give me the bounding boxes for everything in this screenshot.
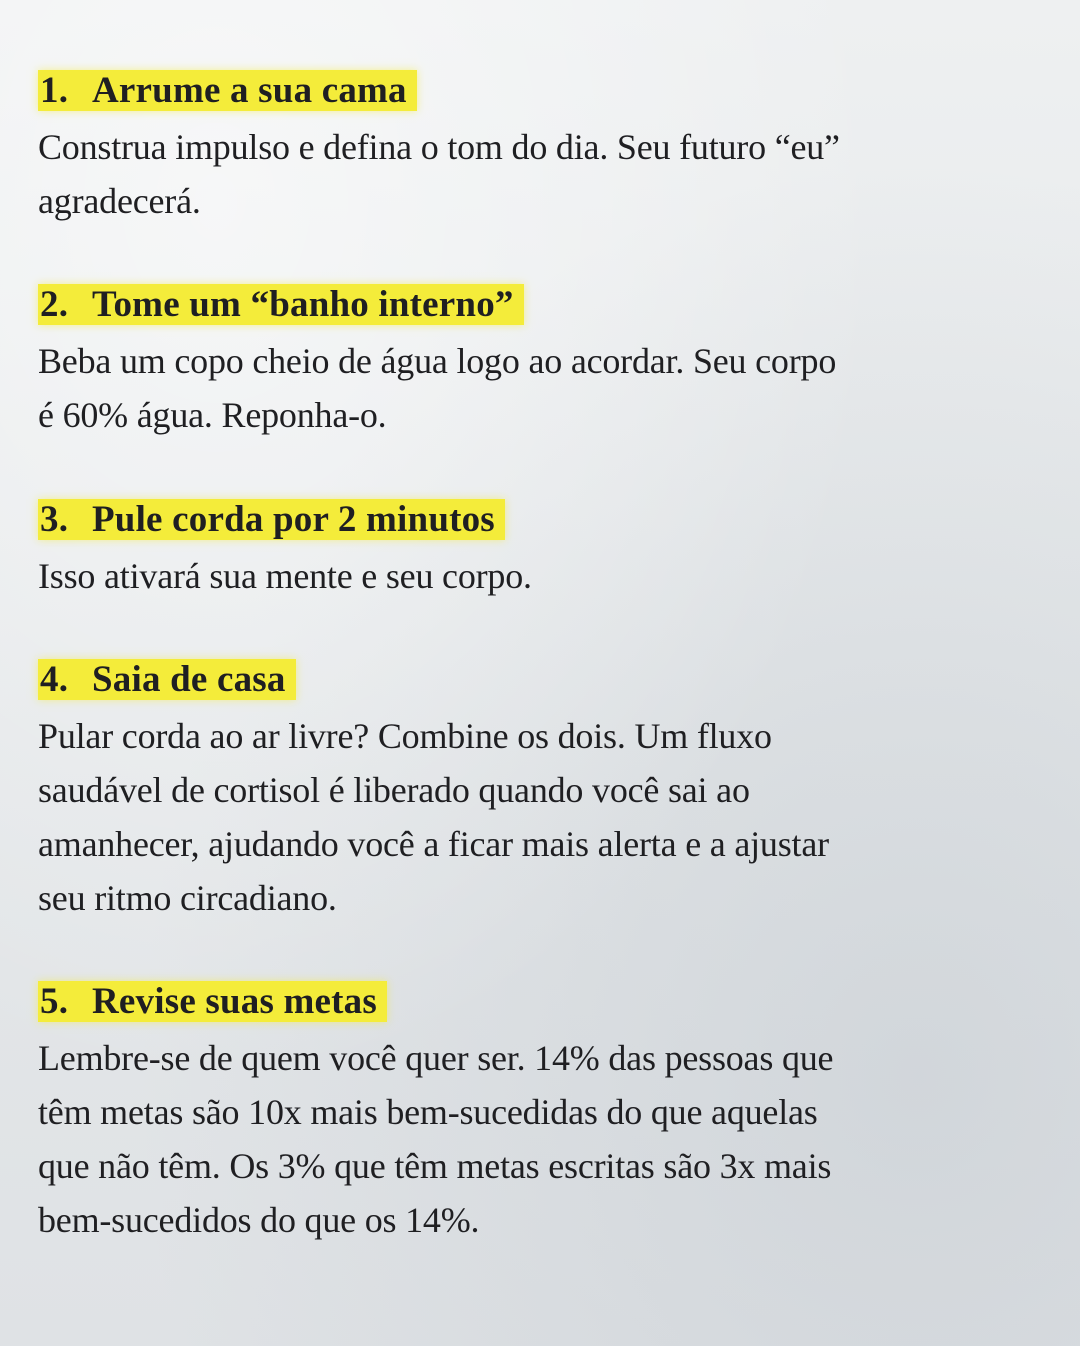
item-title: Revise suas metas	[92, 981, 377, 1022]
item-description	[38, 120, 840, 228]
description-line: amanhecer, ajudando você a ficar mais alerta e a ajustar	[38, 824, 829, 864]
description-line: agradecerá.	[38, 181, 201, 221]
item-description	[38, 1031, 833, 1247]
item-heading	[38, 276, 836, 334]
description-line: têm metas são 10x mais bem-sucedidas do que aquelas	[38, 1092, 818, 1132]
description-line: Beba um copo cheio de água logo ao acordar. Seu corpo	[38, 341, 837, 381]
list-item	[38, 62, 840, 228]
item-number: 4.	[40, 659, 69, 700]
list-item	[38, 276, 836, 442]
item-title: Pule corda por 2 minutos	[92, 499, 495, 540]
description-line: é 60% água. Reponha-o.	[38, 395, 387, 435]
highlighted-heading	[38, 659, 296, 700]
item-description	[38, 709, 829, 925]
highlighted-heading	[38, 284, 524, 325]
list-item	[38, 973, 833, 1247]
item-heading	[38, 491, 532, 549]
description-line: seu ritmo circadiano.	[38, 878, 337, 918]
list-item	[38, 491, 532, 603]
highlighted-heading	[38, 981, 387, 1022]
item-title: Tome um “banho interno”	[92, 284, 514, 325]
description-line: Pular corda ao ar livre? Combine os dois. Um fluxo	[38, 716, 772, 756]
item-description	[38, 549, 532, 603]
description-line: Isso ativará sua mente e seu corpo.	[38, 556, 532, 596]
description-line: Lembre-se de quem você quer ser. 14% das pessoas que	[38, 1038, 834, 1078]
item-heading	[38, 973, 833, 1031]
item-number: 5.	[40, 981, 69, 1022]
description-line: que não têm. Os 3% que têm metas escritas são 3x mais	[38, 1146, 832, 1186]
item-title: Saia de casa	[92, 659, 286, 700]
item-heading	[38, 651, 829, 709]
list-item	[38, 651, 829, 925]
item-heading	[38, 62, 840, 120]
description-line: bem-sucedidos do que os 14%.	[38, 1200, 480, 1240]
description-line: Construa impulso e defina o tom do dia. Seu futuro “eu”	[38, 127, 840, 167]
item-number: 1.	[40, 70, 69, 111]
item-number: 2.	[40, 284, 69, 325]
highlighted-heading	[38, 499, 505, 540]
highlighted-heading	[38, 70, 417, 111]
item-description	[38, 334, 836, 442]
item-title: Arrume a sua cama	[92, 70, 407, 111]
description-line: saudável de cortisol é liberado quando você sai ao	[38, 770, 750, 810]
item-number: 3.	[40, 499, 69, 540]
